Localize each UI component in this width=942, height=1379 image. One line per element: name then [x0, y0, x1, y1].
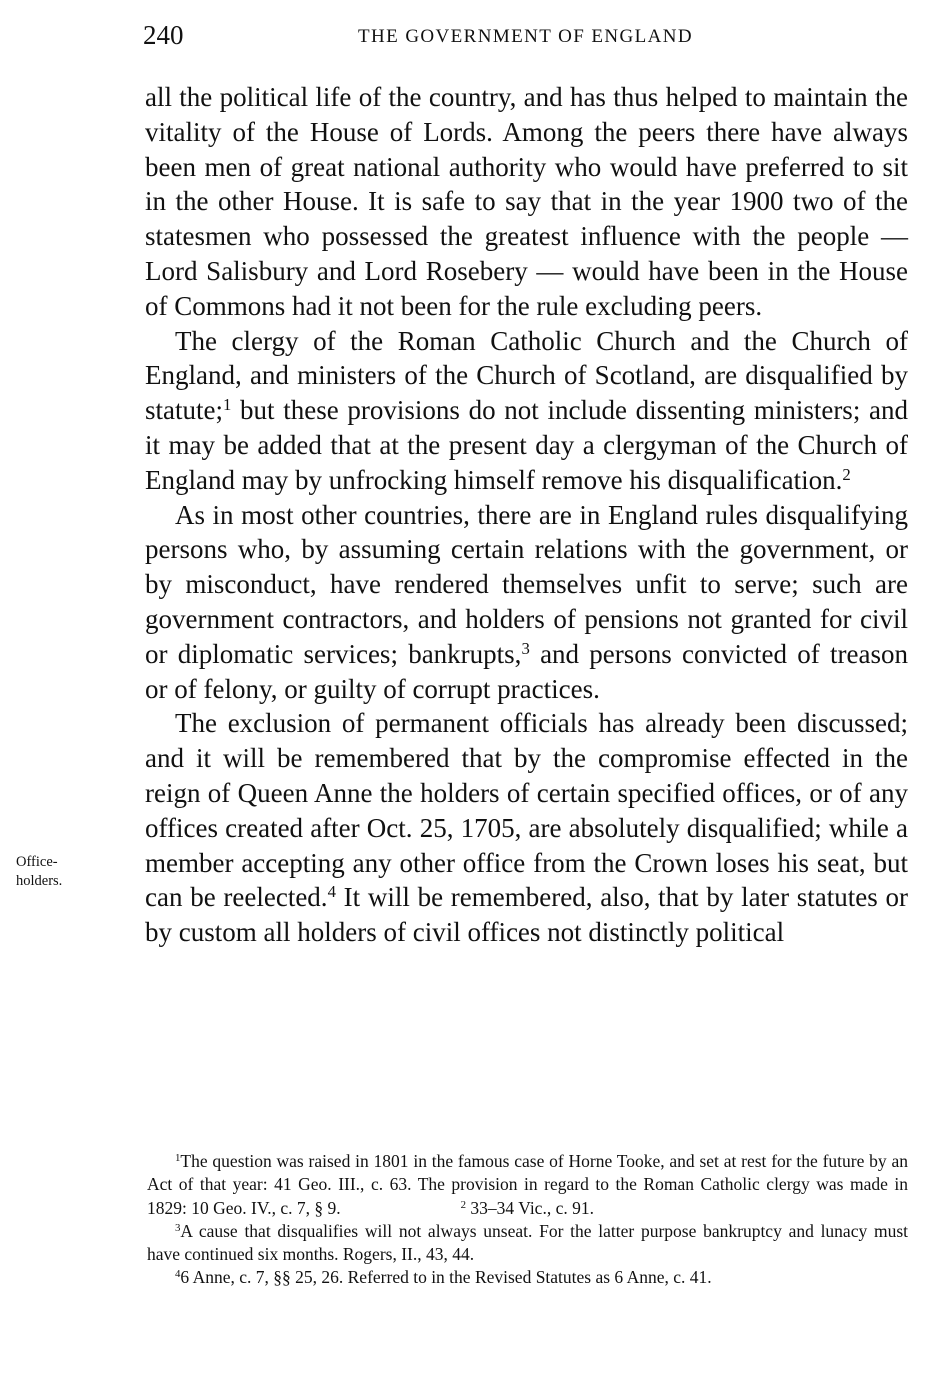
footnote-2-text: 33–34 Vic., c. 91.: [470, 1197, 594, 1218]
paragraph-4: [145, 706, 908, 950]
paragraph-3-text-b: and persons convicted of treason or of felony, or guilty of corrupt practices.: [145, 638, 908, 704]
footnote-ref-4: 4: [327, 882, 336, 902]
footnote-4: [147, 1266, 908, 1289]
footnotes-1-2: [147, 1150, 908, 1220]
paragraph-2-text-a: The clergy of the Roman Catholic Church and the Church of England, and ministers of the Church of Scotland, are disqualified by statute;: [145, 325, 908, 426]
paragraph-3-text-a: As in most other countries, there are in England rules disqualifying persons who, by assuming certain relations with the government, or by misconduct, have rendered themselves unfit to serve; such are government contractors, and holders of pensions not granted for civil or diplomatic services; bankrupts,: [145, 499, 908, 669]
footnote-ref-3: 3: [521, 638, 530, 658]
paragraph-4-text-a: The exclusion of permanent officials has already been discussed; and it will be remembered that by the compromise effected in the reign of Queen Anne the holders of certain specified offices, or of any offices created after Oct. 25, 1705, are absolutely disqualified; while a member accepting any other office from the Crown loses his seat, but can be reelected.: [145, 708, 908, 913]
footnote-4-text: 6 Anne, c. 7, §§ 25, 26. Referred to in the Revised Statutes as 6 Anne, c. 41.: [180, 1267, 712, 1288]
footnote-3-text: A cause that disqualifies will not always unseat. For the latter purpose bankruptcy and lunacy must have continued six months. Rogers, II., 43, 44.: [147, 1220, 908, 1265]
running-title: THE GOVERNMENT OF ENGLAND: [358, 26, 693, 47]
footnote-3: [147, 1220, 908, 1267]
paragraph-1: all the political life of the country, and has thus helped to maintain the vitality of the House of Lords. Among the peers there have always been men of great national authority who would have preferred to sit in the other House. It is safe to say that in the year 1900 two of the statesmen who possessed the greatest influence with the people — Lord Salisbury and Lord Rosebery — would have been in the House of Commons had it not been for the rule excluding peers.: [145, 82, 908, 321]
margin-note: [16, 853, 62, 891]
paragraph-4-text-b: It will be remembered, also, that by later statutes or by custom all holders of civil offices not distinctly political: [145, 882, 908, 948]
footnote-4-mark: 4: [175, 1268, 181, 1281]
paragraph-2: [145, 324, 908, 498]
margin-note-line-1: Office-: [16, 854, 58, 870]
body-text: [145, 80, 908, 950]
page-header: [143, 14, 908, 48]
footnote-ref-2: 2: [842, 464, 851, 484]
footnote-2-mark: 2: [460, 1198, 467, 1211]
footnote-ref-1: 1: [222, 394, 232, 414]
margin-note-line-2: holders.: [16, 873, 63, 889]
page-number: 240: [143, 20, 184, 50]
paragraph-2-text-b: but these provisions do not include dissenting ministers; and it may be added that at the present day a clergyman of the Church of England may by unfrocking himself remove his disqualification.: [145, 395, 908, 495]
footnotes: [147, 1150, 908, 1290]
footnote-1-mark: 1: [175, 1152, 181, 1165]
footnote-3-mark: 3: [175, 1221, 181, 1234]
paragraph-3: [145, 498, 908, 707]
footnote-1-text: The question was raised in 1801 in the famous case of Horne Tooke, and set at rest for the future by an Act of that year: 41 Geo. III., c. 63. The provision in regard to the Roman Catholic clergy was made in 1829: 10 Geo. IV., c. 7, § 9.: [147, 1151, 908, 1218]
